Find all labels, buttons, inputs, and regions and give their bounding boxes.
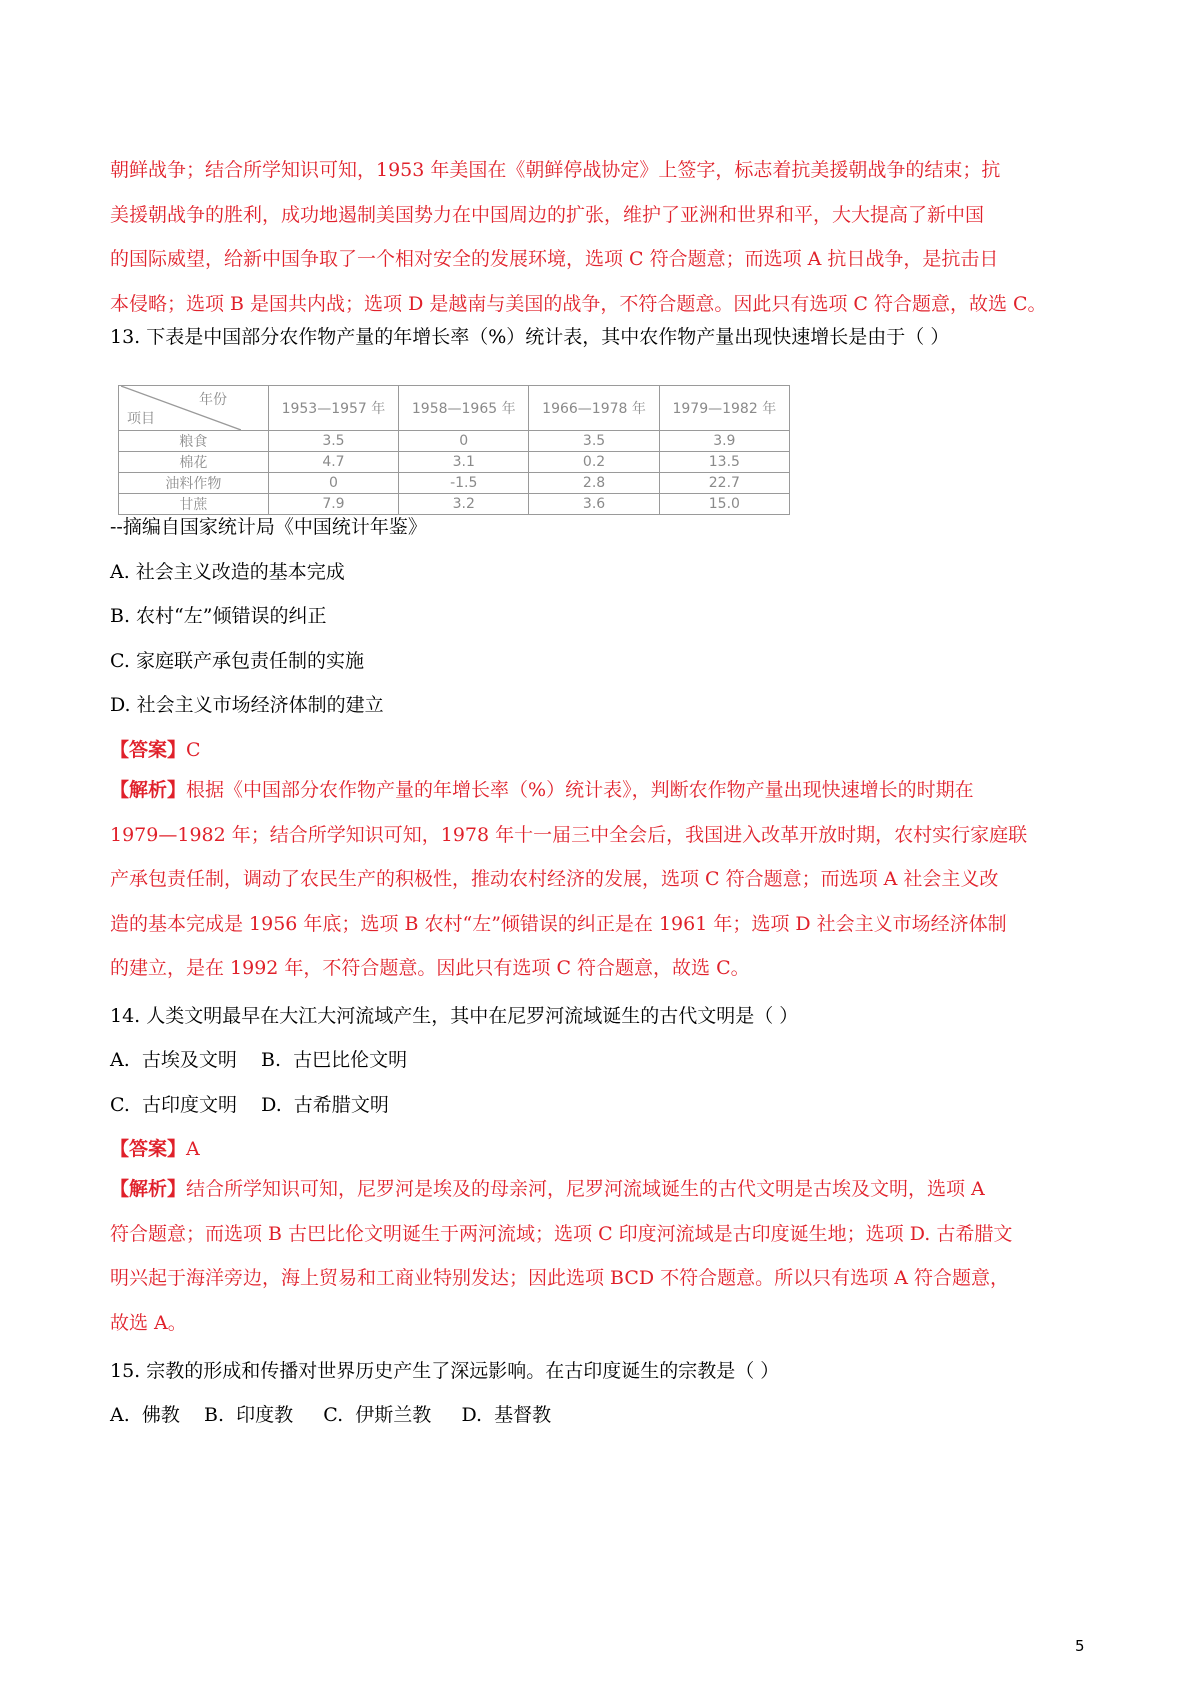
analysis-line: 朝鲜战争；结合所学知识可知，1953 年美国在《朝鲜停战协定》上签字，标志着抗美援朝战争的结束；抗 [110, 159, 1001, 181]
table-row [119, 452, 790, 473]
analysis-tag: 【解析】 [110, 1178, 187, 1200]
option-d: D. 社会主义市场经济体制的建立 [110, 694, 384, 716]
table-cell: 3.1 [399, 452, 529, 473]
table-cell: 13.5 [659, 452, 789, 473]
table-cell: 22.7 [659, 473, 789, 494]
analysis-line: 故选 A。 [110, 1311, 187, 1334]
q14-analysis [110, 1167, 1100, 1345]
table-cell: 3.5 [529, 431, 659, 452]
analysis-line: 产承包责任制，调动了农民生产的积极性，推动农村经济的发展，选项 C 符合题意；而选项 A 社会主义改 [110, 868, 999, 890]
analysis-line: 【解析】根据《中国部分农作物产量的年增长率（%）统计表》，判断农作物产量出现快速增长的时期在 [110, 779, 974, 801]
table-cell: -1.5 [399, 473, 529, 494]
answer-line [110, 1134, 200, 1161]
answer-value: A [186, 1138, 200, 1160]
table-cell: 15.0 [659, 494, 789, 515]
analysis-line: 符合题意；而选项 B 古巴比伦文明诞生于两河流域；选项 C 印度河流域是古印度诞生地；选项 D. 古希腊文 [110, 1222, 1013, 1245]
analysis-line: 【解析】结合所学知识可知，尼罗河是埃及的母亲河，尼罗河流域诞生的古代文明是古埃及文明，选项 A [110, 1178, 985, 1200]
option-row: C. 古印度文明 D. 古希腊文明 [110, 1094, 389, 1116]
table-source: --摘编自国家统计局《中国统计年鉴》 [110, 516, 427, 538]
row-label: 甘蔗 [119, 494, 269, 515]
answer-line [110, 735, 201, 762]
analysis-line: 的建立，是在 1992 年，不符合题意。因此只有选项 C 符合题意，故选 C。 [110, 957, 750, 979]
analysis-tag: 【解析】 [110, 779, 187, 801]
option-a: A. 社会主义改造的基本完成 [110, 561, 345, 583]
table-cell: 3.2 [399, 494, 529, 515]
table-row [119, 473, 790, 494]
analysis-line: 的国际威望，给新中国争取了一个相对安全的发展环境，选项 C 符合题意；而选项 A 抗日战争，是抗击日 [110, 248, 999, 270]
table-cell: 3.9 [659, 431, 789, 452]
option-c: C. 家庭联产承包责任制的实施 [110, 650, 364, 672]
column-header: 1979—1982 年 [659, 386, 789, 431]
row-label: 棉花 [119, 452, 269, 473]
question-13-stem: 13. 下表是中国部分农作物产量的年增长率（%）统计表，其中农作物产量出现快速增长是由于（ ） [110, 326, 950, 348]
option-row: A. 佛教 B. 印度教 C. 伊斯兰教 D. 基督教 [110, 1404, 552, 1426]
answer-tag: 【答案】 [110, 1138, 187, 1160]
table-cell: 3.6 [529, 494, 659, 515]
column-header: 1966—1978 年 [529, 386, 659, 431]
analysis-line: 本侵略；选项 B 是国共内战；选项 D 是越南与美国的战争，不符合题意。因此只有选项 C 符合题意，故选 C。 [110, 292, 1047, 315]
q13-analysis [110, 768, 1100, 991]
analysis-line: 明兴起于海洋旁边，海上贸易和工商业特别发达；因此选项 BCD 不符合题意。所以只有选项 A 符合题意， [110, 1267, 1009, 1289]
analysis-line: 美援朝战争的胜利，成功地遏制美国势力在中国周边的扩张，维护了亚洲和世界和平，大大提高了新中国 [110, 203, 985, 226]
table-cell: 7.9 [268, 494, 398, 515]
answer-tag: 【答案】 [110, 739, 187, 761]
intro-analysis [110, 148, 1100, 326]
table-cell: 3.5 [268, 431, 398, 452]
row-label: 油料作物 [119, 473, 269, 494]
table-cell: 0 [268, 473, 398, 494]
growth-rate-table [118, 385, 790, 515]
answer-value: C [186, 739, 201, 761]
table-cell: 2.8 [529, 473, 659, 494]
page-number: 5 [1075, 1637, 1085, 1655]
option-b: B. 农村“左”倾错误的纠正 [110, 605, 327, 627]
table-cell: 0 [399, 431, 529, 452]
question-14-stem: 14. 人类文明最早在大江大河流域产生，其中在尼罗河流域诞生的古代文明是（ ） [110, 1005, 799, 1027]
table-row [119, 431, 790, 452]
option-row: A. 古埃及文明 B. 古巴比伦文明 [110, 1049, 408, 1071]
table-cell: 0.2 [529, 452, 659, 473]
table-corner-cell [119, 386, 269, 431]
corner-top-label: 年份 [199, 392, 227, 408]
column-header: 1953—1957 年 [268, 386, 398, 431]
analysis-line: 1979—1982 年；结合所学知识可知，1978 年十一届三中全会后，我国进入改革开放时期，农村实行家庭联 [110, 823, 1028, 846]
corner-bottom-label: 项目 [127, 411, 155, 427]
analysis-line: 造的基本完成是 1956 年底；选项 B 农村“左”倾错误的纠正是在 1961 年；选项 D 社会主义市场经济体制 [110, 912, 1007, 935]
table-cell: 4.7 [268, 452, 398, 473]
row-label: 粮食 [119, 431, 269, 452]
column-header: 1958—1965 年 [399, 386, 529, 431]
question-15-stem: 15. 宗教的形成和传播对世界历史产生了深远影响。在古印度诞生的宗教是（ ） [110, 1360, 780, 1382]
